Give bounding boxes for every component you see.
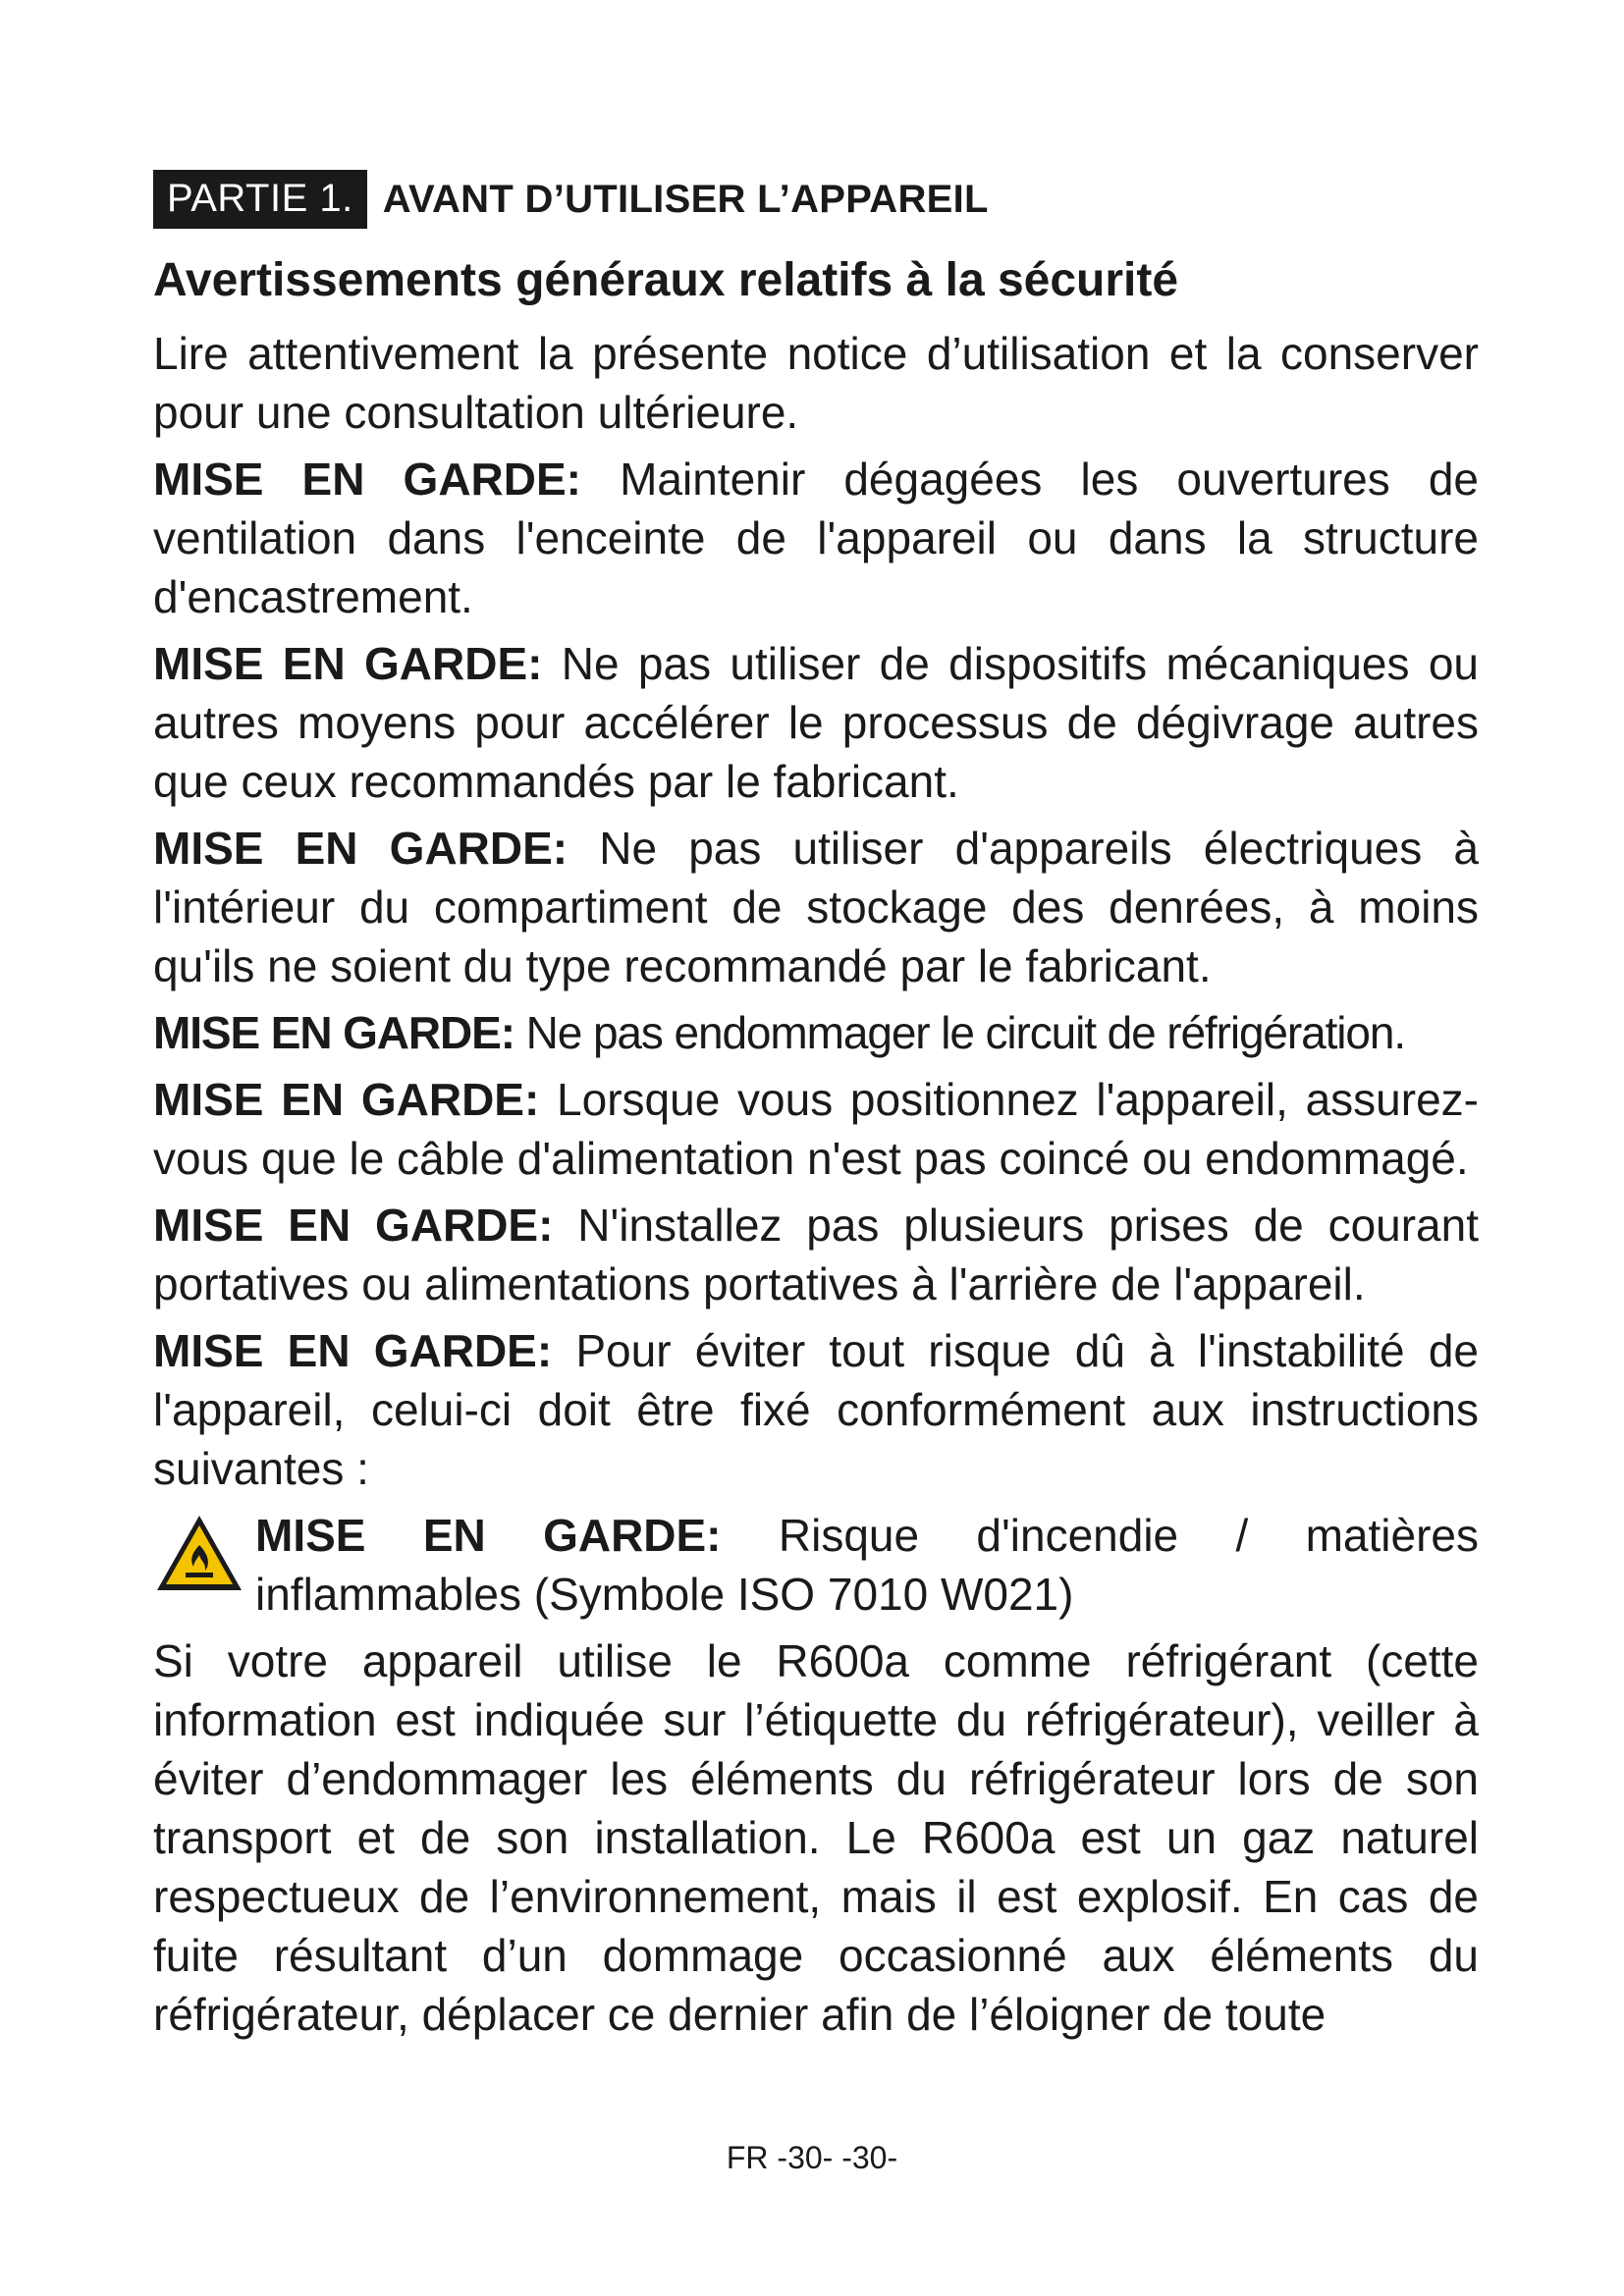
page-footer: FR -30- -30- bbox=[726, 2140, 898, 2175]
warning-text: Ne pas utiliser d'appareils électriques à l'intérieur du compartiment de stockage des denrées, à moins qu'ils ne soient du type recommandé par le fabricant. bbox=[153, 823, 1479, 991]
warning-label: MISE EN GARDE: bbox=[153, 638, 543, 689]
warning-paragraph bbox=[153, 1196, 1479, 1313]
document-page bbox=[153, 167, 1479, 2052]
warning-label: MISE EN GARDE: bbox=[153, 454, 581, 505]
r600a-paragraph: Si votre appareil utilise le R600a comme réfrigérant (cette information est indiquée sur l’étiquette du réfrigérateur), veiller à éviter d’endommager les éléments du réfrigérateur lors de son transport et de son installation. Le R600a est un gaz naturel respectueux de l’environnement, mais il est explosif. En cas de fuite résultant d’un dommage occasionné aux éléments du réfrigérateur, déplacer ce dernier afin de l’éloigner de toute bbox=[153, 1635, 1479, 2040]
warning-text: Risque d'incendie / matières inflammables (Symbole ISO 7010 W021) bbox=[255, 1510, 1480, 1620]
warning-label: MISE EN GARDE: bbox=[153, 1200, 554, 1251]
warning-paragraph bbox=[153, 1321, 1479, 1498]
fire-warning-text-block bbox=[255, 1506, 1479, 1624]
part-title: AVANT D’UTILISER L’APPAREIL bbox=[382, 177, 989, 221]
warning-label: MISE EN GARDE: bbox=[255, 1510, 722, 1561]
part-badge: PARTIE 1. bbox=[153, 170, 367, 229]
warning-text: N'installez pas plusieurs prises de courant portatives ou alimentations portatives à l'arrière de l'appareil. bbox=[153, 1200, 1479, 1309]
warning-label: MISE EN GARDE: bbox=[153, 1007, 514, 1058]
warning-text: Maintenir dégagées les ouvertures de ventilation dans l'enceinte de l'appareil ou dans la structure d'encastrement. bbox=[153, 454, 1479, 622]
warning-paragraph bbox=[153, 450, 1479, 626]
warning-label: MISE EN GARDE: bbox=[153, 823, 568, 874]
warning-text: Lorsque vous positionnez l'appareil, assurez-vous que le câble d'alimentation n'est pas coincé ou endommagé. bbox=[153, 1074, 1479, 1184]
warning-text: Ne pas endommager le circuit de réfrigération. bbox=[525, 1007, 1406, 1058]
warning-label: MISE EN GARDE: bbox=[153, 1074, 540, 1125]
fire-warning bbox=[153, 1506, 1479, 1624]
warning-paragraph bbox=[153, 1070, 1479, 1188]
warning-paragraph bbox=[153, 1003, 1479, 1062]
intro-paragraph: Lire attentivement la présente notice d’utilisation et la conserver pour une consultation ultérieure. bbox=[153, 328, 1479, 438]
warning-paragraph bbox=[153, 634, 1479, 811]
warning-paragraph bbox=[153, 819, 1479, 995]
warning-text: Pour éviter tout risque dû à l'instabilité de l'appareil, celui-ci doit être fixé conformément aux instructions suivantes : bbox=[153, 1325, 1479, 1494]
flammable-warning-icon bbox=[153, 1512, 245, 1594]
section-title: Avertissements généraux relatifs à la sécurité bbox=[153, 254, 1179, 306]
warning-label: MISE EN GARDE: bbox=[153, 1325, 553, 1376]
part-header bbox=[153, 167, 1479, 232]
warning-text: Ne pas utiliser de dispositifs mécaniques ou autres moyens pour accélérer le processus de dégivrage autres que ceux recommandés par le fabricant. bbox=[153, 638, 1479, 807]
